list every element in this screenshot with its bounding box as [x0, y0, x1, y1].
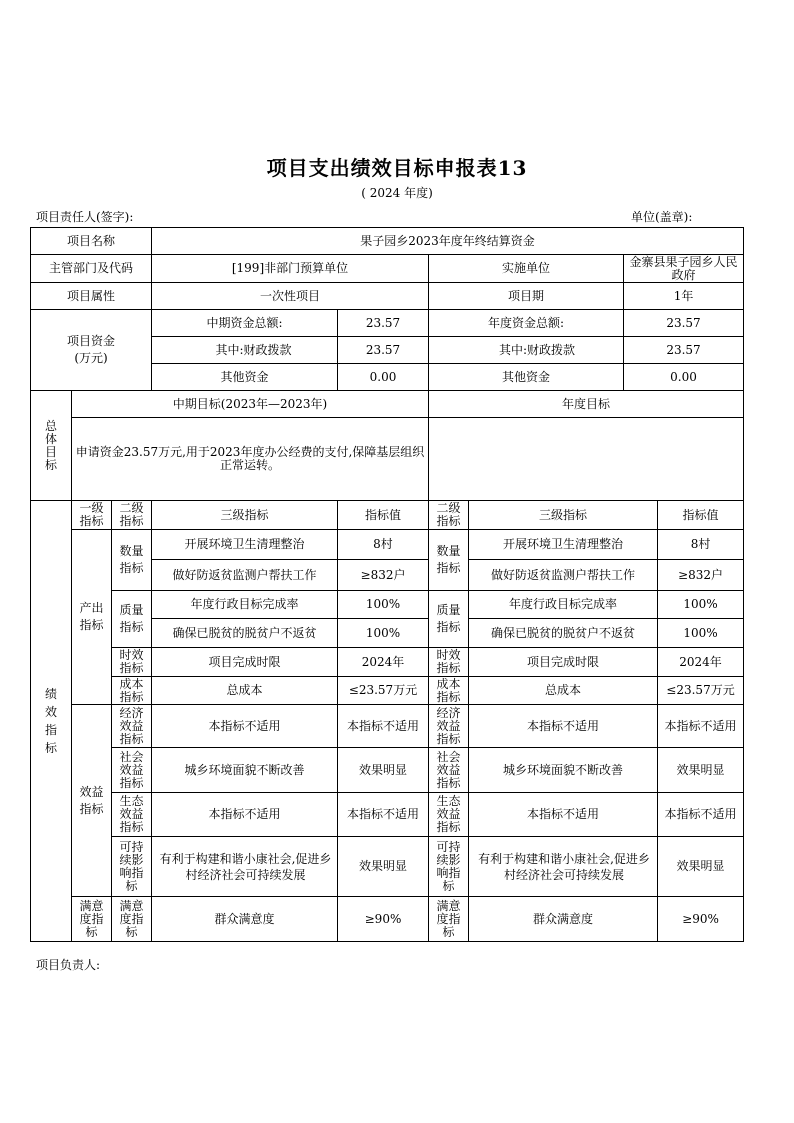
- performance-indicator-label: 绩 效 指 标: [31, 501, 72, 942]
- table-row-value: ≥90%: [338, 897, 429, 942]
- table-row-value: 效果明显: [338, 837, 429, 897]
- table-row: 确保已脱贫的脱贫户不返贫: [469, 619, 658, 648]
- level3-header: 三级指标: [152, 501, 338, 530]
- quantity-indicator: 数量 指标: [112, 530, 152, 591]
- responsible-signature-label: 项目责任人(签字):: [36, 210, 134, 224]
- time-indicator: 时效 指标: [112, 648, 152, 677]
- table-row: 做好防返贫监测户帮扶工作: [469, 560, 658, 591]
- table-row-value: 效果明显: [338, 748, 429, 793]
- funds-label: 项目资金 (万元): [31, 310, 152, 391]
- table-row: 城乡环境面貌不断改善: [469, 748, 658, 793]
- mid-fiscal-value: 23.57: [338, 337, 429, 364]
- table-row-value: 效果明显: [658, 837, 744, 897]
- table-row-value: 8村: [658, 530, 744, 560]
- attr-value: 一次性项目: [152, 283, 429, 310]
- table-row-value: 本指标不适用: [338, 705, 429, 748]
- project-name-value: 果子园乡2023年度年终结算资金: [152, 228, 744, 255]
- table-row: 项目完成时限: [152, 648, 338, 677]
- table-row-value: 效果明显: [658, 748, 744, 793]
- year-goal-header: 年度目标: [429, 391, 744, 418]
- table-row-value: ≤23.57万元: [658, 677, 744, 705]
- mid-other-value: 0.00: [338, 364, 429, 391]
- level3-header-right: 三级指标: [469, 501, 658, 530]
- mid-goal-header: 中期目标(2023年—2023年): [72, 391, 429, 418]
- table-row-value: ≥832户: [658, 560, 744, 591]
- table-row-value: 2024年: [338, 648, 429, 677]
- mid-fiscal-label: 其中:财政拨款: [152, 337, 338, 364]
- output-indicator-group: 产出 指标: [72, 530, 112, 705]
- mid-goal-text: 申请资金23.57万元,用于2023年度办公经费的支付,保障基层组织正常运转。: [72, 418, 429, 501]
- sustainability-indicator: 可持 续影 响指 标: [112, 837, 152, 897]
- year-other-label: 其他资金: [429, 364, 624, 391]
- dept-label: 主管部门及代码: [31, 255, 152, 283]
- sustainability-indicator-right: 可持 续影 响指 标: [429, 837, 469, 897]
- table-row: 开展环境卫生清理整治: [469, 530, 658, 560]
- project-name-label: 项目名称: [31, 228, 152, 255]
- table-row: 年度行政目标完成率: [469, 591, 658, 619]
- period-label: 项目期: [429, 283, 624, 310]
- table-row: 有利于构建和谐小康社会,促进乡村经济社会可持续发展: [152, 837, 338, 897]
- year-goal-text: [429, 418, 744, 501]
- mid-total-label: 中期资金总额:: [152, 310, 338, 337]
- economic-benefit-indicator-right: 经济 效益 指标: [429, 705, 469, 748]
- table-row: 做好防返贫监测户帮扶工作: [152, 560, 338, 591]
- level2-header-right: 二级 指标: [429, 501, 469, 530]
- quality-indicator-right: 质量 指标: [429, 591, 469, 648]
- table-row-value: 本指标不适用: [658, 705, 744, 748]
- table-row: 城乡环境面貌不断改善: [152, 748, 338, 793]
- table-row: 总成本: [469, 677, 658, 705]
- satisfaction-indicator: 满意 度指 标: [112, 897, 152, 942]
- table-row-value: 100%: [338, 591, 429, 619]
- mid-other-label: 其他资金: [152, 364, 338, 391]
- table-row: 项目完成时限: [469, 648, 658, 677]
- time-indicator-right: 时效 指标: [429, 648, 469, 677]
- table-row: 年度行政目标完成率: [152, 591, 338, 619]
- social-benefit-indicator: 社会 效益 指标: [112, 748, 152, 793]
- year-fiscal-label: 其中:财政拨款: [429, 337, 624, 364]
- performance-table: [30, 227, 744, 942]
- page-title: 项目支出绩效目标申报表13: [266, 156, 528, 180]
- eco-benefit-indicator-right: 生态 效益 指标: [429, 793, 469, 837]
- table-row: 本指标不适用: [469, 793, 658, 837]
- benefit-indicator-group: 效益 指标: [72, 705, 112, 897]
- year-total-value: 23.57: [624, 310, 744, 337]
- table-row-value: 100%: [658, 619, 744, 648]
- cost-indicator: 成本 指标: [112, 677, 152, 705]
- table-row: 群众满意度: [152, 897, 338, 942]
- table-row-value: 本指标不适用: [338, 793, 429, 837]
- satisfaction-indicator-group: 满意 度指 标: [72, 897, 112, 942]
- impl-unit-value: 金寨县果子园乡人民政府: [624, 255, 744, 283]
- table-row-value: 100%: [338, 619, 429, 648]
- table-row-value: 2024年: [658, 648, 744, 677]
- year-total-label: 年度资金总额:: [429, 310, 624, 337]
- table-row-value: 本指标不适用: [658, 793, 744, 837]
- quantity-indicator-right: 数量 指标: [429, 530, 469, 591]
- level1-header: 一级 指标: [72, 501, 112, 530]
- period-value: 1年: [624, 283, 744, 310]
- quality-indicator: 质量 指标: [112, 591, 152, 648]
- table-row-value: 100%: [658, 591, 744, 619]
- table-row: 有利于构建和谐小康社会,促进乡村经济社会可持续发展: [469, 837, 658, 897]
- table-row: 开展环境卫生清理整治: [152, 530, 338, 560]
- table-row-value: 8村: [338, 530, 429, 560]
- eco-benefit-indicator: 生态 效益 指标: [112, 793, 152, 837]
- table-row: 确保已脱贫的脱贫户不返贫: [152, 619, 338, 648]
- table-row: 本指标不适用: [152, 793, 338, 837]
- attr-label: 项目属性: [31, 283, 152, 310]
- mid-total-value: 23.57: [338, 310, 429, 337]
- satisfaction-indicator-right: 满意 度指 标: [429, 897, 469, 942]
- value-header: 指标值: [338, 501, 429, 530]
- table-row: 本指标不适用: [469, 705, 658, 748]
- value-header-right: 指标值: [658, 501, 744, 530]
- overall-goal-label: 总 体 目 标: [31, 391, 72, 501]
- level2-header: 二级 指标: [112, 501, 152, 530]
- table-row: 群众满意度: [469, 897, 658, 942]
- cost-indicator-right: 成本 指标: [429, 677, 469, 705]
- unit-seal-label: 单位(盖章):: [631, 210, 693, 224]
- project-leader-label: 项目负责人:: [36, 958, 101, 972]
- year-fiscal-value: 23.57: [624, 337, 744, 364]
- dept-value: [199]非部门预算单位: [152, 255, 429, 283]
- impl-unit-label: 实施单位: [429, 255, 624, 283]
- year-line: ( 2024 年度): [361, 186, 433, 200]
- year-other-value: 0.00: [624, 364, 744, 391]
- table-row-value: ≥832户: [338, 560, 429, 591]
- social-benefit-indicator-right: 社会 效益 指标: [429, 748, 469, 793]
- table-row-value: ≤23.57万元: [338, 677, 429, 705]
- table-row-value: ≥90%: [658, 897, 744, 942]
- economic-benefit-indicator: 经济 效益 指标: [112, 705, 152, 748]
- table-row: 本指标不适用: [152, 705, 338, 748]
- table-row: 总成本: [152, 677, 338, 705]
